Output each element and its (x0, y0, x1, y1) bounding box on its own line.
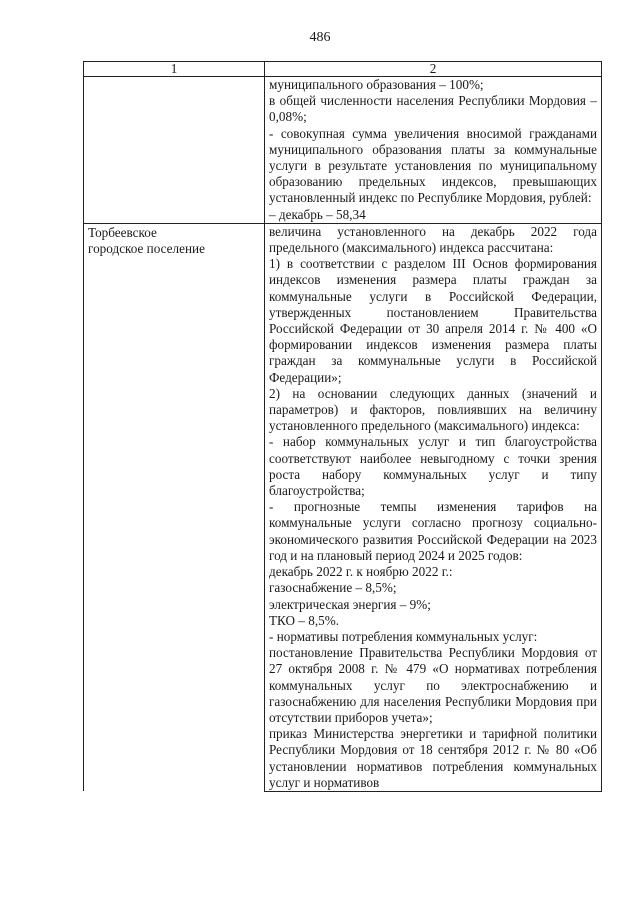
row1-col2 (265, 77, 602, 224)
text-paragraph: постановление Правительства Республики Мордовия от 27 октября 2008 г. № 479 «О нормативах потребления коммунальных услуг по электроснабжению и газоснабжению для населения Республики Мордовия при отсутствии приборов учета»; (269, 645, 597, 725)
text-paragraph: - набор коммунальных услуг и тип благоустройства соответствуют наиболее невыгодному с точки зрения роста набору коммунальных услуг и типу благоустройства; (269, 434, 597, 499)
text-paragraph: величина установленного на декабрь 2022 года предельного (максимального) индекса рассчитана: (269, 223, 597, 256)
text-paragraph: – декабрь – 58,34 (269, 206, 366, 222)
text-paragraph: - совокупная сумма увеличения вносимой гражданами муниципального образования платы за коммунальные услуги в результате установления по муниципальному образованию предельных индексов, превышающих установленный индекс по Республике Мордовия, рублей: (269, 125, 597, 206)
table-header-row (84, 62, 602, 77)
page-number: 486 (309, 30, 331, 45)
text-paragraph: - нормативы потребления коммунальных услуг: (269, 628, 538, 644)
text-paragraph: 2) на основании следующих данных (значений и параметров) и факторов, повлиявших на величину установленного предельного (максимального) индекса: (269, 385, 597, 434)
text-paragraph: газоснабжение – 8,5%; (269, 580, 397, 596)
text-paragraph: приказ Министерства энергетики и тарифной политики Республики Мордовия от 18 сентября 2012 г. № 80 «Об установлении нормативов потребления коммунальных услуг и нормативов (269, 726, 597, 790)
text-paragraph: муниципального образования – 100%; (269, 77, 484, 92)
row2-col2 (265, 223, 602, 791)
municipality-name-line2: городское поселение (88, 241, 205, 257)
text-paragraph: декабрь 2022 г. к ноябрю 2022 г.: (269, 564, 453, 580)
text-paragraph: 1) в соответствии с разделом III Основ формирования индексов изменения размера платы граждан за коммунальные услуги в Российской Федерации, утвержденных постановлением Правительства Российской Федерации от 30 апреля 2014 г. № 400 «О формировании индексов изменения размера платы граждан за коммунальные услуги в Российской Федерации»; (269, 256, 597, 385)
text-paragraph: в общей численности населения Республики Мордовия – 0,08%; (269, 93, 597, 125)
column-header-1: 1 (84, 62, 265, 77)
row1-col1 (84, 77, 265, 224)
column-header-2: 2 (265, 62, 602, 77)
tariff-table (83, 61, 602, 792)
text-paragraph: ТКО – 8,5%. (269, 612, 340, 628)
text-paragraph: электрическая энергия – 9%; (269, 596, 431, 612)
table-row (84, 77, 602, 224)
row2-col1 (84, 223, 265, 791)
text-paragraph: - прогнозные темпы изменения тарифов на коммунальные услуги согласно прогнозу социально-экономического развития Российской Федерации на 2023 год и на плановый период 2024 и 2025 годов: (269, 499, 597, 563)
municipality-name-line1: Торбеевское (88, 224, 157, 240)
table-row (84, 223, 602, 791)
